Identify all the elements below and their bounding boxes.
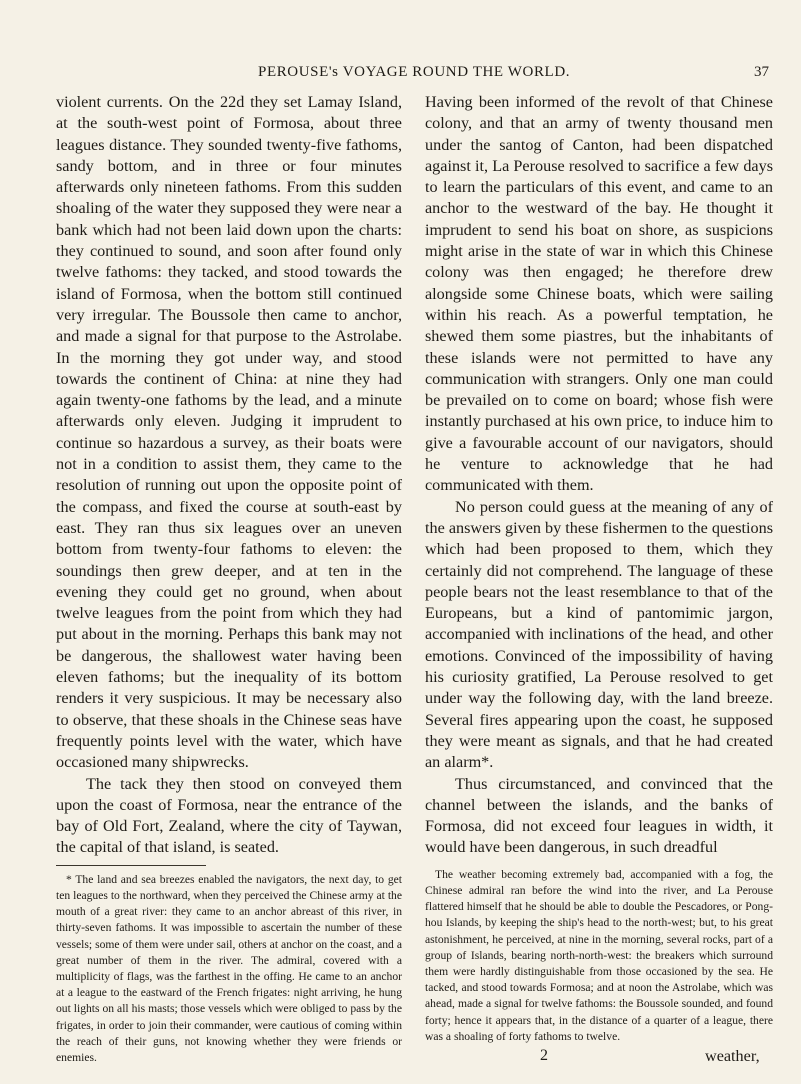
- right-paragraph-3: Thus circumstanced, and convinced that the channel between the islands, and the banks of Formosa, did not exceed four leagues in width, it would have been dangerous, in such dreadful: [425, 774, 773, 857]
- page-header: [0, 64, 801, 86]
- footnote-rule: [56, 865, 206, 866]
- right-paragraph-2: No person could guess at the meaning of any of the answers given by these fishermen to the questions which had been proposed to them, which they certainly did not comprehend. The language of these people bears not the least resemblance to that of the Europeans, but a kind of pantomimic jargon, accompanied with inclinations of the head, and other emotions. Convinced of the impossibility of having his curiosity gratified, La Perouse resolved to get under way the following day, with the land breeze. Several fires appearing upon the coast, he supposed they were meant as signals, and that he had created an alarm*.: [425, 497, 773, 772]
- left-paragraph-2: The tack they then stood on conveyed them upon the coast of Formosa, near the entrance of the bay of Old Fort, Zealand, where the city of Taywan, the capital of that island, is seated.: [56, 774, 402, 857]
- right-column: [425, 92, 773, 1045]
- page-number: 37: [754, 64, 769, 80]
- left-column: [56, 92, 402, 1066]
- right-paragraph-1: Having been informed of the revolt of that Chinese colony, and that an army of twenty thousand men under the santog of Canton, had been dispatched against it, La Perouse resolved to sacrifice a few days to learn the particulars of this event, and came to an anchor to the westward of the bay. He thought it imprudent to send his boat on shore, as suspicions might arise in the state of war in which this Chinese colony was then engaged; he therefore drew alongside some Chinese boats, which were sailing within his reach. As a powerful temptation, he shewed them some piastres, but the inhabitants of these islands were not permitted to have any communication with strangers. Only one man could be prevailed on to come on board; whose fish were instantly purchased at his own price, to induce him to give a favourable account of our navigators, should he venture to acknowledge that he had communicated with them.: [425, 93, 773, 495]
- signature-mark: 2: [540, 1047, 548, 1064]
- running-head: PEROUSE's VOYAGE ROUND THE WORLD.: [258, 64, 571, 80]
- catchword: weather,: [705, 1047, 760, 1065]
- footnote-spacer: [425, 859, 773, 867]
- left-paragraph-1: violent currents. On the 22d they set Lamay Island, at the south-west point of Formosa, about three leagues distance. They sounded twenty-five fathoms, sandy bottom, and in three or four minutes afterwards only nineteen fathoms. From this sudden shoaling of the water they supposed they were near a bank which had not been laid down upon the charts: they continued to sound, and soon after found only twelve fathoms: they tacked, and stood towards the island of Formosa, when the bottom still continued very irregular. The Boussole then came to anchor, and made a signal for that purpose to the Astrolabe. In the morning they got under way, and stood towards the continent of China: at nine they had again twenty-one fathoms by the lead, and a minute afterwards only eleven. Judging it imprudent to continue so hazardous a survey, as their boats were not in a condition to assist them, they came to the resolution of running out upon the opposite point of the compass, and fixed the course at south-east by east. They ran thus six leagues over an uneven bottom from twenty-four fathoms to eleven: the soundings then grew deeper, and at ten in the evening they could get no ground, when about twelve leagues from the point from which they had put about in the morning. Perhaps this bank may not be dangerous, the shallowest water having been eleven fathoms; but the inequality of its bottom renders it very suspicious. It may be necessary also to observe, that these shoals in the Chinese seas have frequently points level with the water, which have occasioned many shipwrecks.: [56, 93, 402, 772]
- footnote: * The land and sea breezes enabled the navigators, the next day, to get ten leagues to the northward, when they perceived the Chinese army at the mouth of a great river: they came to an anchor abreast of this river, in thirty-seven fathoms. It was impossible to ascertain the number of these vessels; some of them were under sail, others at anchor on the coast, and a great number of them in the river. The admiral, covered with a multiplicity of flags, was the farthest in the offing. He came to an anchor at a league to the eastward of the French frigates: night arriving, he hung out lights on all his masts; those vessels which were obliged to pass by the frigates, in order to join their commander, were cautious of coming within the reach of their guns, not knowing whether they were friends or enemies.: [56, 872, 402, 1064]
- footnote-continued: The weather becoming extremely bad, accompanied with a fog, the Chinese admiral ran before the wind into the river, and La Perouse flattered himself that he should be able to double the Pescadores, or Pong-hou Islands, by keeping the ship's head to the north-west; but, to his great astonishment, he perceived, at nine in the morning, several rocks, part of a group of Islands, bearing north-north-west: the breakers which surround them were hardly distinguishable from those occasioned by the sea. He tacked, and stood towards Formosa; and at noon the Astrolabe, which was ahead, made a signal for twelve fathoms: the Boussole sounded, and found forty; hence it appears that, in the distance of a quarter of a league, there was a shoaling of forty fathoms to twelve.: [425, 867, 773, 1043]
